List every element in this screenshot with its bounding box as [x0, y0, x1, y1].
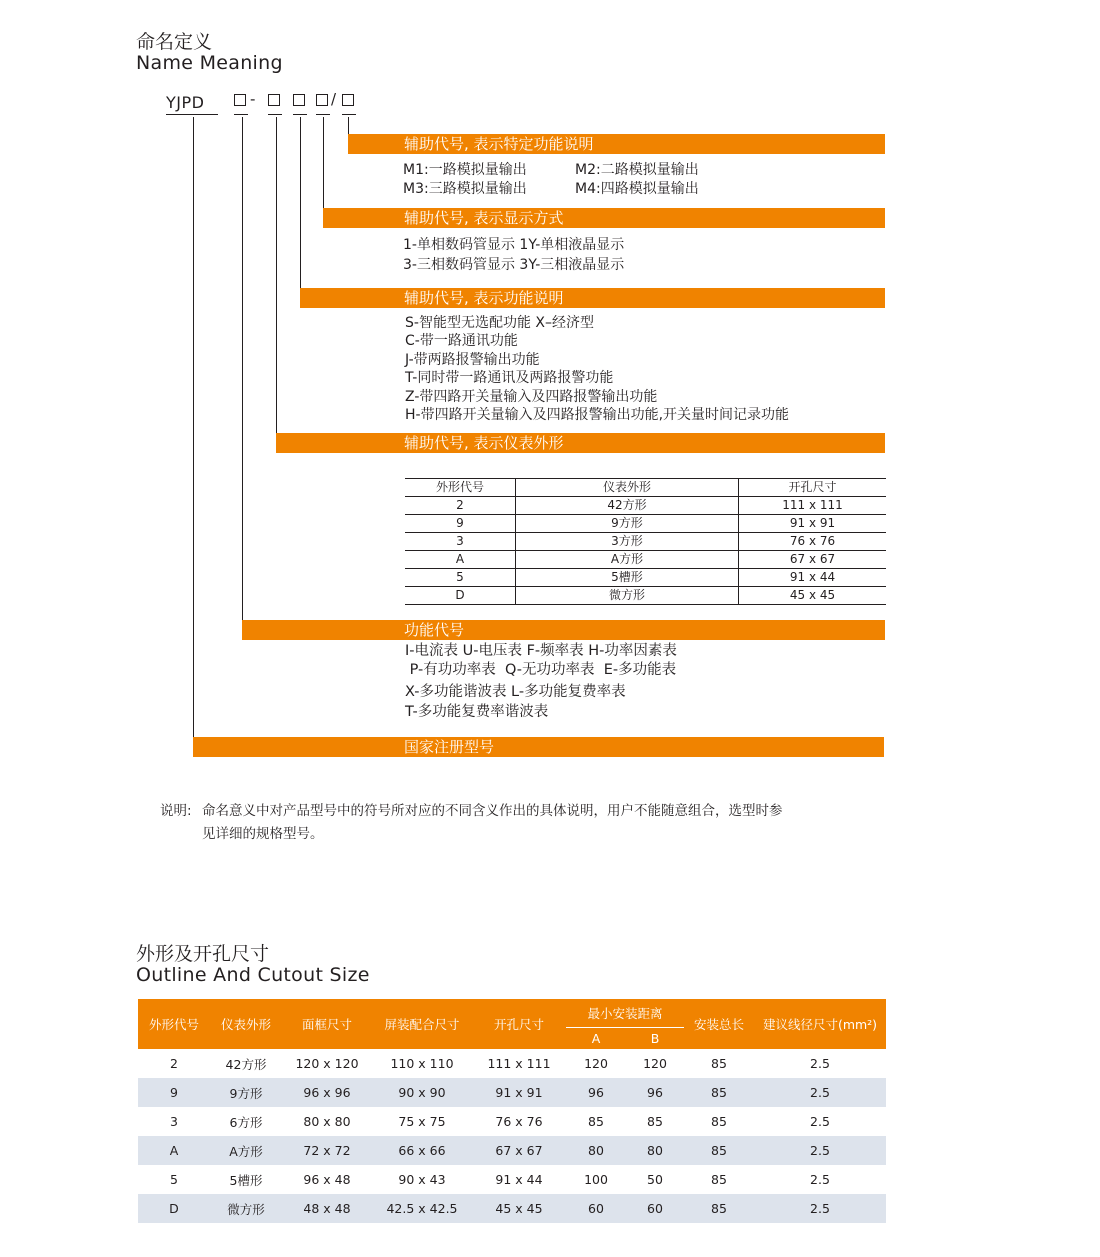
model-prefix-underline — [166, 114, 218, 115]
outline-table-cell: 50 — [647, 1172, 663, 1187]
shape-table-cell: 42方形 — [516, 497, 739, 515]
header-distance-b: B — [626, 1027, 684, 1049]
code-box-5-underline — [342, 114, 356, 115]
outline-table-cell: 60 — [626, 1194, 684, 1223]
outline-table-cell: 76 x 76 — [495, 1114, 543, 1129]
outline-table-row — [138, 1165, 886, 1194]
code-box-3-underline — [293, 114, 307, 115]
header-code: 外形代号 — [138, 999, 210, 1049]
shape-table-row — [405, 497, 886, 515]
shape-table-cell: 3方形 — [516, 533, 739, 551]
note-line-2: 见详细的规格型号。 — [202, 826, 324, 842]
shape-table-cell: 9方形 — [516, 515, 739, 533]
shape-table-header-row — [405, 479, 886, 497]
desc-meter-type-4: T-多功能复费率谐波表 — [405, 704, 549, 720]
outline-table-cell: 90 x 90 — [372, 1078, 472, 1107]
desc-m3: M3:三路模拟量输出 — [403, 181, 527, 197]
slash-separator: / — [331, 90, 337, 108]
outline-table-cell: 9 — [138, 1078, 210, 1107]
note-label: 说明: — [160, 803, 192, 819]
outline-table-cell: 100 — [584, 1172, 608, 1187]
header-cutout-size: 开孔尺寸 — [472, 999, 566, 1049]
outline-table-cell: 2.5 — [810, 1114, 830, 1129]
outline-table-header-row-1 — [138, 999, 886, 1027]
outline-table-cell: 48 x 48 — [282, 1194, 372, 1223]
outline-table-cell: 42方形 — [225, 1056, 267, 1072]
header-wire-size: 建议线径尺寸(mm²) — [754, 999, 886, 1049]
header-shape: 仪表外形 — [210, 999, 282, 1049]
outline-table-cell: 42.5 x 42.5 — [372, 1194, 472, 1223]
outline-table-cell: 80 x 80 — [303, 1114, 351, 1129]
shape-table-cell: 76 x 76 — [739, 533, 887, 551]
outline-table-cell: 91 x 44 — [495, 1172, 543, 1187]
desc-meter-type-2: P-有功功率表 Q-无功功率表 E-多功能表 — [405, 662, 677, 678]
code-box-1 — [234, 94, 246, 106]
outline-table-cell: 6方形 — [229, 1114, 263, 1130]
outline-table-cell: 75 x 75 — [398, 1114, 446, 1129]
shape-table-cell: 5 — [405, 569, 516, 587]
code-box-2-underline — [268, 114, 282, 115]
connector-box2 — [276, 117, 277, 453]
outline-table-cell: 85 — [684, 1136, 754, 1165]
header-distance-a: A — [566, 1027, 626, 1049]
outline-table-cell: 111 x 111 — [487, 1056, 551, 1071]
outline-table-cell: A — [138, 1136, 210, 1165]
shape-table-cell: 3 — [405, 533, 516, 551]
desc-m1: M1:一路模拟量输出 — [403, 162, 527, 178]
code-box-1-underline — [234, 114, 248, 115]
outline-table-row — [138, 1078, 886, 1107]
desc-func-s: S-智能型无选配功能 X–经济型 — [405, 315, 594, 331]
desc-func-z: Z-带四路开关量输入及四路报警输出功能 — [405, 389, 658, 405]
shape-table-row — [405, 551, 886, 569]
shape-table-cell: 91 x 44 — [739, 569, 887, 587]
code-box-4 — [316, 94, 328, 106]
outline-table-cell: 9方形 — [210, 1078, 282, 1107]
outline-table-cell: 2.5 — [810, 1172, 830, 1187]
outline-table-cell: 85 — [711, 1172, 727, 1187]
outline-table-row — [138, 1049, 886, 1078]
dash-separator: - — [250, 90, 256, 108]
shape-table-row — [405, 569, 886, 587]
desc-m4: M4:四路模拟量输出 — [575, 181, 699, 197]
shape-table-cell: 91 x 91 — [739, 515, 887, 533]
outline-table-cell: 85 — [588, 1114, 604, 1129]
name-meaning-title-en: Name Meaning — [136, 52, 283, 74]
header-frame-size: 面框尺寸 — [282, 999, 372, 1049]
outline-table-cell: 80 — [626, 1136, 684, 1165]
desc-func-h: H-带四路开关量输入及四路报警输出功能,开关量时间记录功能 — [405, 407, 790, 423]
shape-table-header: 仪表外形 — [516, 479, 739, 497]
section-bar-special-function: 辅助代号, 表示特定功能说明 — [348, 134, 885, 154]
outline-table-cell: D — [138, 1194, 210, 1223]
shape-table-cell: 111 x 111 — [739, 497, 887, 515]
outline-table-cell: 120 — [643, 1056, 667, 1071]
outline-table-row — [138, 1107, 886, 1136]
shape-table-cell: 微方形 — [516, 587, 739, 605]
desc-meter-type-3: X-多功能谐波表 L-多功能复费率表 — [405, 684, 626, 700]
shape-code-table — [405, 478, 886, 605]
outline-table-cell: 5 — [170, 1172, 178, 1187]
desc-m2: M2:二路模拟量输出 — [575, 162, 699, 178]
outline-table-cell: 85 — [711, 1114, 727, 1129]
header-mount-size: 屏装配合尺寸 — [372, 999, 472, 1049]
shape-table-cell: 9 — [405, 515, 516, 533]
outline-table-cell: 60 — [566, 1194, 626, 1223]
outline-table-cell: 72 x 72 — [282, 1136, 372, 1165]
outline-table-row — [138, 1136, 886, 1165]
code-box-4-underline — [316, 114, 330, 115]
outline-table-cell: 110 x 110 — [390, 1056, 454, 1071]
outline-table-cell: 2.5 — [754, 1078, 886, 1107]
connector-prefix — [193, 117, 194, 757]
model-prefix: YJPD — [166, 93, 205, 112]
shape-table-cell: 45 x 45 — [739, 587, 887, 605]
desc-display-3: 3-三相数码管显示 3Y-三相液晶显示 — [403, 257, 625, 273]
shape-table-header: 外形代号 — [405, 479, 516, 497]
outline-title-cn: 外形及开孔尺寸 — [136, 943, 270, 965]
outline-table-cell: 96 x 48 — [303, 1172, 351, 1187]
shape-table-header: 开孔尺寸 — [739, 479, 887, 497]
shape-table-cell: A方形 — [516, 551, 739, 569]
outline-table-cell: 2.5 — [754, 1136, 886, 1165]
connector-box3 — [300, 117, 301, 308]
outline-table-cell: A方形 — [210, 1136, 282, 1165]
header-total-length: 安装总长 — [684, 999, 754, 1049]
outline-table-cell: 96 x 96 — [282, 1078, 372, 1107]
outline-title-en: Outline And Cutout Size — [136, 964, 370, 986]
section-bar-display-mode: 辅助代号, 表示显示方式 — [323, 208, 885, 228]
desc-display-1: 1-单相数码管显示 1Y-单相液晶显示 — [403, 237, 625, 253]
code-box-2 — [268, 94, 280, 106]
section-bar-function-desc: 辅助代号, 表示功能说明 — [300, 288, 885, 308]
outline-table-cell: 90 x 43 — [398, 1172, 446, 1187]
section-bar-national-model: 国家注册型号 — [193, 737, 884, 757]
outline-table-cell: 85 — [711, 1056, 727, 1071]
shape-table-row — [405, 515, 886, 533]
desc-func-j: J-带两路报警输出功能 — [405, 352, 540, 368]
outline-table-cell: 2 — [170, 1056, 178, 1071]
header-min-distance: 最小安装距离 — [566, 999, 684, 1027]
outline-size-table — [138, 999, 886, 1223]
code-box-3 — [293, 94, 305, 106]
shape-table-row — [405, 587, 886, 605]
outline-table-cell: 2.5 — [810, 1056, 830, 1071]
outline-table-row — [138, 1194, 886, 1223]
outline-table-cell: 91 x 91 — [472, 1078, 566, 1107]
name-meaning-title-cn: 命名定义 — [136, 31, 213, 53]
outline-table-cell: 85 — [684, 1078, 754, 1107]
desc-func-t: T-同时带一路通讯及两路报警功能 — [405, 370, 614, 386]
outline-table-cell: 微方形 — [210, 1194, 282, 1223]
shape-table-cell: 2 — [405, 497, 516, 515]
connector-box1 — [242, 117, 243, 640]
outline-table-cell: 66 x 66 — [372, 1136, 472, 1165]
shape-table-row — [405, 533, 886, 551]
outline-table-cell: 120 x 120 — [295, 1056, 359, 1071]
code-box-5 — [342, 94, 354, 106]
section-bar-function-code: 功能代号 — [242, 620, 885, 640]
outline-table-cell: 85 — [647, 1114, 663, 1129]
outline-table-cell: 96 — [626, 1078, 684, 1107]
desc-func-c: C-带一路通讯功能 — [405, 333, 518, 349]
section-bar-shape: 辅助代号, 表示仪表外形 — [276, 433, 885, 453]
outline-table-cell: 67 x 67 — [472, 1136, 566, 1165]
outline-table-cell: 2.5 — [754, 1194, 886, 1223]
shape-table-cell: A — [405, 551, 516, 569]
outline-table-cell: 3 — [170, 1114, 178, 1129]
desc-meter-type-1: I-电流表 U-电压表 F-频率表 H-功率因素表 — [405, 643, 677, 659]
shape-table-cell: 67 x 67 — [739, 551, 887, 569]
outline-table-cell: 120 — [584, 1056, 608, 1071]
outline-table-cell: 5槽形 — [229, 1172, 263, 1188]
shape-table-cell: D — [405, 587, 516, 605]
outline-table-cell: 45 x 45 — [472, 1194, 566, 1223]
shape-table-cell: 5槽形 — [516, 569, 739, 587]
outline-table-cell: 80 — [566, 1136, 626, 1165]
outline-table-cell: 96 — [566, 1078, 626, 1107]
outline-table-cell: 85 — [684, 1194, 754, 1223]
note-line-1: 命名意义中对产品型号中的符号所对应的不同含义作出的具体说明，用户不能随意组合，选型时参 — [202, 803, 783, 819]
